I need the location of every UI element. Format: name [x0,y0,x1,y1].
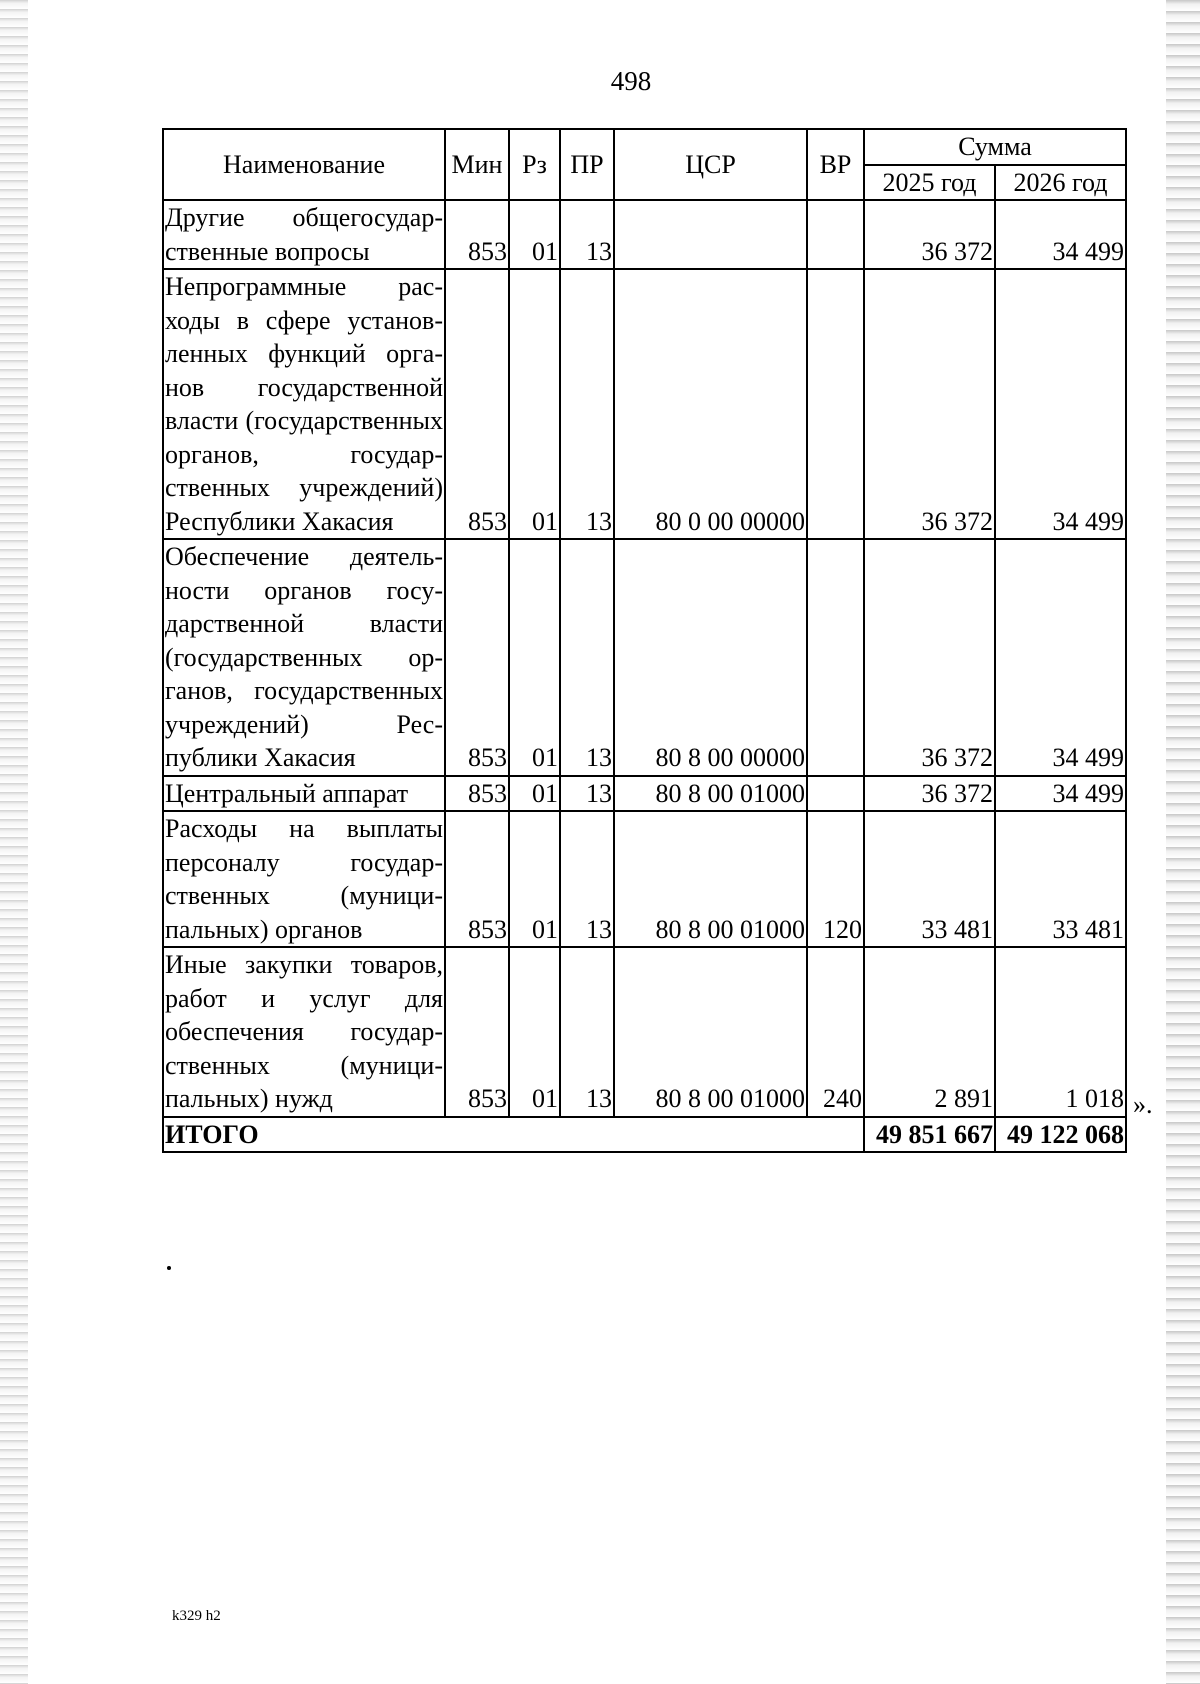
row-rz: 01 [509,539,560,776]
row-vr [807,776,864,812]
row-sum-2025: 36 372 [864,269,995,539]
header-sum: Сумма [864,129,1126,165]
total-row [163,1117,1126,1153]
row-sum-2025: 33 481 [864,811,995,947]
row-rz: 01 [509,947,560,1117]
header-year-2026: 2026 год [995,165,1126,201]
row-min: 853 [445,200,509,269]
row-name: Расходы на выплаты персоналу государственных (муниципальных) органов [163,811,445,947]
row-pr: 13 [560,811,614,947]
row-sum-2025: 36 372 [864,200,995,269]
row-sum-2026: 34 499 [995,200,1126,269]
footer-document-code: k329 h2 [172,1608,221,1624]
row-vr [807,200,864,269]
row-min: 853 [445,776,509,812]
row-sum-2026: 34 499 [995,776,1126,812]
scan-edge-right [1166,0,1200,1684]
row-sum-2025: 36 372 [864,776,995,812]
table-row [163,200,1126,269]
page-number: 498 [610,66,652,96]
row-rz: 01 [509,200,560,269]
row-pr: 13 [560,269,614,539]
row-sum-2026: 1 018 [995,947,1126,1117]
row-name: Непрограммные расходы в сфере установленных функций органов государственной власти (государственных органов, государственных учреждений) Республики Хакасия [163,269,445,539]
header-min: Мин [445,129,509,200]
table-header [163,129,1126,200]
total-sum-2026: 49 122 068 [995,1117,1126,1153]
header-year-2025: 2025 год [864,165,995,201]
row-name: Другие общегосударственные вопросы [163,200,445,269]
row-sum-2026: 34 499 [995,539,1126,776]
table-row [163,776,1126,812]
total-label: ИТОГО [163,1117,864,1153]
header-rz: Рз [509,129,560,200]
row-pr: 13 [560,776,614,812]
row-sum-2026: 34 499 [995,269,1126,539]
row-csr: 80 0 00 00000 [614,269,807,539]
row-pr: 13 [560,539,614,776]
table-row [163,269,1126,539]
row-csr: 80 8 00 01000 [614,947,807,1117]
row-vr: 120 [807,811,864,947]
header-name: Наименование [163,129,445,200]
row-vr: 240 [807,947,864,1117]
row-pr: 13 [560,947,614,1117]
row-sum-2025: 2 891 [864,947,995,1117]
row-min: 853 [445,539,509,776]
table-row [163,947,1126,1117]
table-row [163,539,1126,776]
row-min: 853 [445,811,509,947]
budget-table [162,128,1127,1153]
row-pr: 13 [560,200,614,269]
row-sum-2026: 33 481 [995,811,1126,947]
row-name: Центральный аппарат [163,776,445,812]
total-sum-2025: 49 851 667 [864,1117,995,1153]
scan-edge-left [0,0,28,1684]
row-rz: 01 [509,811,560,947]
row-sum-2025: 36 372 [864,539,995,776]
row-min: 853 [445,269,509,539]
closing-quote-mark: ». [1133,1090,1153,1119]
row-min: 853 [445,947,509,1117]
row-csr: 80 8 00 01000 [614,811,807,947]
row-vr [807,539,864,776]
row-rz: 01 [509,776,560,812]
table-row [163,811,1126,947]
stray-dot [167,1266,171,1270]
row-name: Обеспечение деятельности органов государственной власти (государственных органов, государственных учреждений) Республики Хакасия [163,539,445,776]
row-vr [807,269,864,539]
row-name: Иные закупки товаров, работ и услуг для обеспечения государственных (муниципальных) нужд [163,947,445,1117]
row-csr [614,200,807,269]
header-csr: ЦСР [614,129,807,200]
row-csr: 80 8 00 00000 [614,539,807,776]
header-pr: ПР [560,129,614,200]
header-vr: ВР [807,129,864,200]
row-rz: 01 [509,269,560,539]
row-csr: 80 8 00 01000 [614,776,807,812]
